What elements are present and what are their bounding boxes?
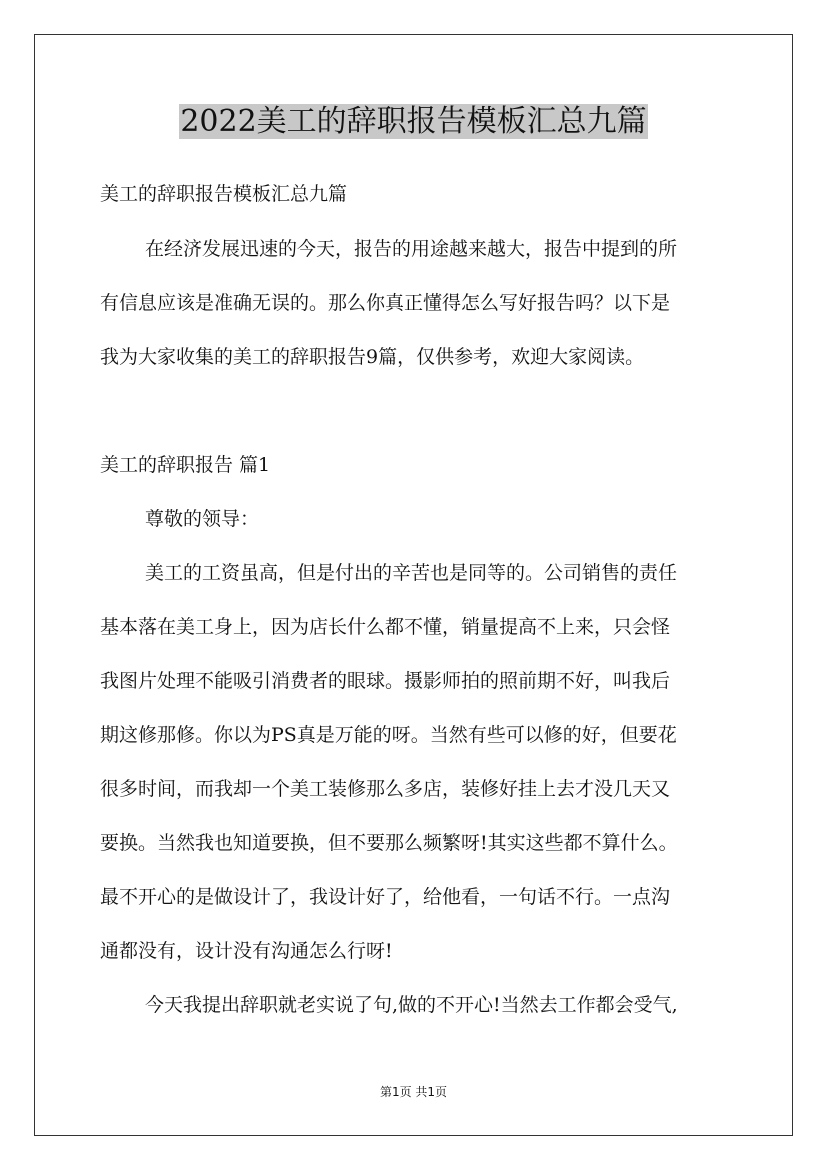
section-heading: 美工的辞职报告 篇1 xyxy=(100,454,271,476)
body-line-3: 我图片处理不能吸引消费者的眼球。摄影师拍的照前期不好，叫我后 xyxy=(100,670,671,692)
body-line-6: 要换。当然我也知道要换，但不要那么频繁呀!其实这些都不算什么。 xyxy=(100,832,678,854)
body-line-2: 基本落在美工身上，因为店长什么都不懂，销量提高不上来，只会怪 xyxy=(100,616,671,638)
body-line-1: 美工的工资虽高，但是付出的辛苦也是同等的。公司销售的责任 xyxy=(145,562,678,584)
last-paragraph-line: 今天我提出辞职就老实说了句,做的不开心!当然去工作都会受气, xyxy=(145,994,678,1016)
intro-line-1: 在经济发展迅速的今天，报告的用途越来越大，报告中提到的所 xyxy=(145,238,678,260)
salutation: 尊敬的领导： xyxy=(145,508,260,530)
intro-line-3: 我为大家收集的美工的辞职报告9篇，仅供参考，欢迎大家阅读。 xyxy=(100,346,645,368)
body-line-8: 通都没有，设计没有沟通怎么行呀! xyxy=(100,940,393,962)
document-title: 2022美工的辞职报告模板汇总九篇 xyxy=(180,104,647,139)
body-line-5: 很多时间，而我却一个美工装修那么多店，装修好挂上去才没几天又 xyxy=(100,778,671,800)
body-line-4: 期这修那修。你以为PS真是万能的呀。当然有些可以修的好，但要花 xyxy=(100,724,677,746)
intro-line-2: 有信息应该是准确无误的。那么你真正懂得怎么写好报告吗？以下是 xyxy=(100,292,671,314)
body-line-7: 最不开心的是做设计了，我设计好了，给他看，一句话不行。一点沟 xyxy=(100,886,671,908)
document-subtitle: 美工的辞职报告模板汇总九篇 xyxy=(100,183,348,205)
page-number-footer: 第1页 共1页 xyxy=(379,1085,448,1099)
